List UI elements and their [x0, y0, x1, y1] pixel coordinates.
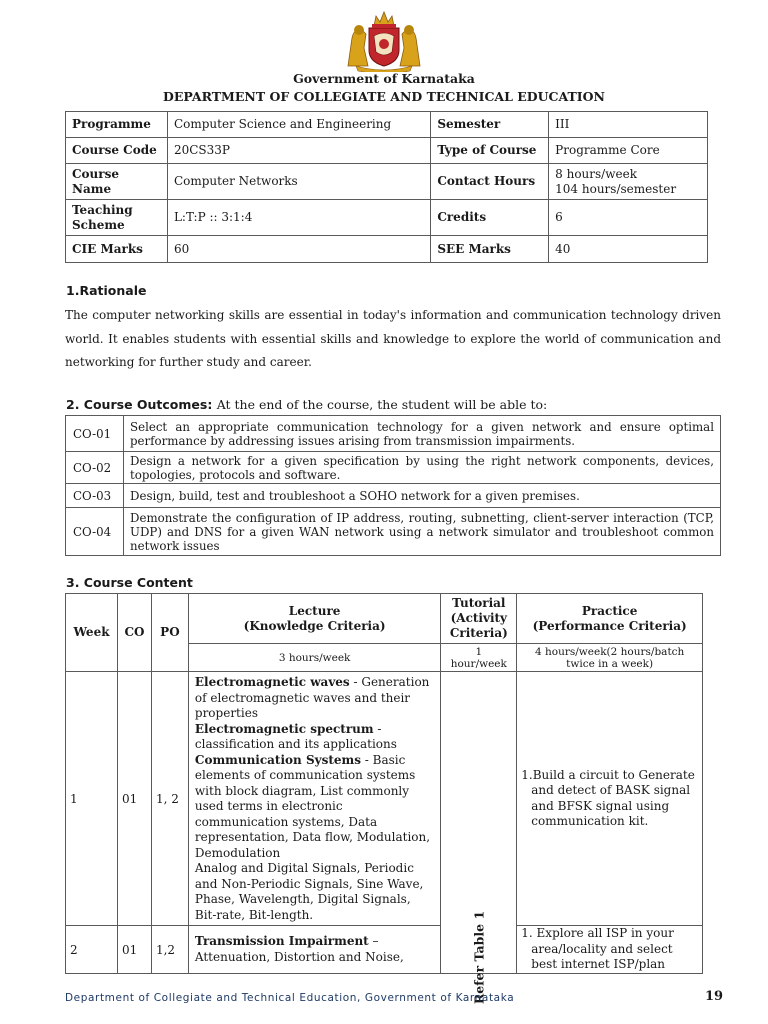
practice-cell: 1. Explore all ISP in your area/locality and select best internet ISP/plan	[517, 926, 703, 974]
course-code-value: 20CS33P	[167, 138, 430, 164]
teaching-scheme-label: Teaching Scheme	[66, 200, 168, 236]
page-footer: Department of Collegiate and Technical Education, Government of Karnataka	[65, 992, 515, 1004]
course-name-value: Computer Networks	[167, 164, 430, 200]
po-cell: 1,2	[151, 926, 188, 974]
contact-hours-label: Contact Hours	[431, 164, 549, 200]
programme-value: Computer Science and Engineering	[167, 112, 430, 138]
contact-hours-value: 8 hours/week 104 hours/semester	[549, 164, 708, 200]
department-title: DEPARTMENT OF COLLEGIATE AND TECHNICAL EDUCATION	[163, 89, 605, 104]
week-header: Week	[66, 594, 118, 672]
outcome-id: CO-04	[66, 508, 124, 556]
cie-marks-value: 60	[167, 236, 430, 263]
tutorial-header: Tutorial (Activity Criteria)	[441, 594, 517, 644]
course-type-value: Programme Core	[549, 138, 708, 164]
programme-label: Programme	[66, 112, 168, 138]
rationale-heading: 1.Rationale	[66, 283, 147, 298]
course-outcomes-heading: 2. Course Outcomes: At the end of the course, the student will be able to:	[66, 397, 548, 412]
po-header: PO	[151, 594, 188, 672]
teaching-scheme-value: L:T:P :: 3:1:4	[167, 200, 430, 236]
week-cell: 1	[66, 672, 118, 926]
lecture-header: Lecture (Knowledge Criteria)	[188, 594, 440, 644]
co-header: CO	[117, 594, 151, 672]
outcome-row	[66, 484, 721, 508]
karnataka-emblem-icon	[342, 8, 426, 72]
outcome-id: CO-02	[66, 452, 124, 484]
lecture-hours: 3 hours/week	[188, 644, 440, 672]
outcome-id: CO-03	[66, 484, 124, 508]
outcome-id: CO-01	[66, 416, 124, 452]
semester-label: Semester	[431, 112, 549, 138]
semester-value: III	[549, 112, 708, 138]
rationale-text: The computer networking skills are essential in today's information and communication technology driven world. It enables students with essential skills and knowledge to explore the world of communication and networking for further study and career.	[65, 308, 721, 369]
outcome-text: Demonstrate the configuration of IP address, routing, subnetting, client-server interaction (TCP, UDP) and DNS for a given WAN network using a network simulator and troubleshoot common network issues	[124, 508, 721, 556]
credits-label: Credits	[431, 200, 549, 236]
co-cell: 01	[117, 672, 151, 926]
co-cell: 01	[117, 926, 151, 974]
table-row	[66, 672, 703, 926]
course-name-label: Course Name	[66, 164, 168, 200]
po-cell: 1, 2	[151, 672, 188, 926]
course-type-label: Type of Course	[431, 138, 549, 164]
see-marks-value: 40	[549, 236, 708, 263]
lecture-cell: Electromagnetic waves - Generation of electromagnetic waves and their properties Electromagnetic spectrum - classification and its applications Communication Systems - Basic elements of communication systems with block diagram, List commonly used terms in electronic communication systems, Data representation, Data flow, Modulation, Demodulation Analog and Digital Signals, Periodic and Non-Periodic Signals, Sine Wave, Phase, Wavelength, Digital Signals, Bit-rate, Bit-length.	[188, 672, 440, 926]
course-content-heading: 3. Course Content	[66, 575, 193, 590]
table-row	[66, 926, 703, 974]
outcome-text: Design a network for a given specification by using the right network components, devices, topologies, protocols and software.	[124, 452, 721, 484]
practice-header: Practice (Performance Criteria)	[517, 594, 703, 644]
page-number: 19	[705, 989, 724, 1004]
tutorial-hours: 1 hour/week	[441, 644, 517, 672]
week-cell: 2	[66, 926, 118, 974]
outcome-row	[66, 416, 721, 452]
practice-cell: 1.Build a circuit to Generate and detect of BASK signal and BFSK signal using communication kit.	[517, 672, 703, 926]
outcome-text: Select an appropriate communication technology for a given network and ensure optimal performance by addressing issues arising from transmission impairments.	[124, 416, 721, 452]
course-outcomes-intro: At the end of the course, the student will be able to:	[216, 397, 548, 412]
government-title: Government of Karnataka	[293, 71, 475, 86]
practice-hours: 4 hours/week(2 hours/batch twice in a week)	[517, 644, 703, 672]
tutorial-cell	[441, 672, 517, 1005]
course-code-label: Course Code	[66, 138, 168, 164]
credits-value: 6	[549, 200, 708, 236]
cie-marks-label: CIE Marks	[66, 236, 168, 263]
lecture-cell: Transmission Impairment – Attenuation, Distortion and Noise,	[188, 926, 440, 974]
outcome-row	[66, 508, 721, 556]
course-info-table	[65, 111, 708, 263]
course-outcomes-table	[65, 415, 721, 556]
outcome-text: Design, build, test and troubleshoot a SOHO network for a given premises.	[124, 484, 721, 508]
see-marks-label: SEE Marks	[431, 236, 549, 263]
refer-table-label: Refer Table 1	[471, 910, 487, 1005]
outcome-row	[66, 452, 721, 484]
